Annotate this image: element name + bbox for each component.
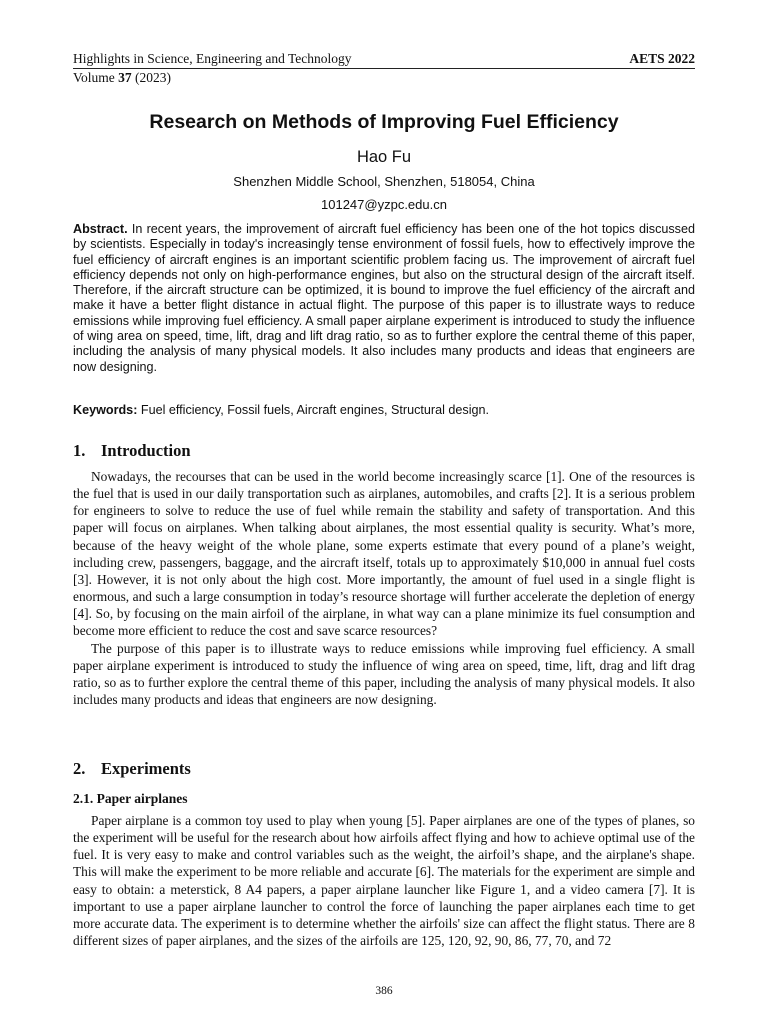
paragraph: Nowadays, the recourses that can be used in the world become increasingly scarce [1]. One of the resources is the fuel that is used in our daily transportation such as airplanes, automobiles, and crafts [2]. It is a serious problem for engineers to solve to reduce the use of fuel while remain the stability and safety of transportation. And this paper will focus on airplanes. When talking about airplanes, the most essential quality is security. What’s more, because of the heavy weight of the whole plane, some experts estimate that every pound of a plane’s weight, including crew, passengers, baggage, and the aircraft itself, totals up to approximately $10,000 in annual fuel costs [3]. However, it is not only about the high cost. More importantly, the amount of fuel used in a single flight is enormous, and such a large consumption in today’s resource shortage will further accelerate the depletion of energy [4]. So, by focusing on the main airfoil of the airplane, in what way can a plane minimize its fuel consumption and become more efficient to reduce the cost and save scarce resources?	[73, 469, 695, 639]
section-title: Experiments	[101, 759, 191, 778]
volume-year: (2023)	[131, 70, 172, 85]
paper-title: Research on Methods of Improving Fuel Efficiency	[149, 111, 619, 133]
paragraph: The purpose of this paper is to illustrate ways to reduce emissions while improving fuel efficiency. A small paper airplane experiment is introduced to study the influence of wing area on speed, time, lift, drag and lift drag ratio, so as to further explore the central theme of this paper, including the analysis of many physical models. It also includes many products and ideas that engineers are now designing.	[73, 640, 695, 708]
page-number: 386	[375, 985, 393, 997]
header-row	[73, 51, 695, 67]
keywords-label: Keywords:	[73, 403, 138, 417]
author-email: 101247@yzpc.edu.cn	[321, 197, 447, 212]
paragraph: Paper airplane is a common toy used to play when young [5]. Paper airplanes are one of the types of planes, so the experiment will be useful for the research about how airfoils affect flying and how to achieve optimal use of the fuel. It is very easy to make and control variables such as the weight, the airfoil’s shape, and the airplane's shape. This will make the experiment to be more reliable and accurate [6]. The materials for the experiment are simple and easy to obtain: a meterstick, 8 A4 papers, a paper airplane launcher like Figure 1, and a video camera [7]. It is important to use a paper airplane launcher to control the force of launching the paper airplanes each time to get more accurate data. The experiment is to determine whether the airfoils' size can affect the flight status. There are 8 different sizes of paper airplanes, and the sizes of the airfoils are 125, 120, 92, 90, 86, 77, 70, and 72	[73, 813, 695, 949]
introduction-body	[73, 468, 695, 708]
author-name: Hao Fu	[356, 148, 412, 166]
abstract-label: Abstract.	[73, 222, 128, 236]
section-heading-introduction	[73, 441, 191, 461]
affiliation: Shenzhen Middle School, Shenzhen, 518054, China	[233, 174, 535, 189]
subsection-heading-paper-airplanes: 2.1. Paper airplanes	[73, 791, 188, 806]
running-header	[73, 51, 695, 86]
abstract	[73, 222, 695, 375]
header-rule	[73, 68, 695, 69]
section-number: 2.	[73, 759, 86, 778]
keywords-text: Fuel efficiency, Fossil fuels, Aircraft engines, Structural design.	[137, 403, 490, 417]
volume-line	[73, 70, 695, 86]
section-title: Introduction	[101, 441, 191, 460]
section-number: 1.	[73, 441, 86, 460]
keywords	[73, 402, 695, 418]
abstract-text: In recent years, the improvement of aircraft fuel efficiency has been one of the hot topics discussed by scientists. Especially in today's increasingly tense environment of fossil fuels, how to effectively improve the fuel efficiency of aircraft engines is an important scientific problem facing us. The improvement of aircraft fuel efficiency depends not only on high-performance engines, but also on the structural design of the aircraft itself. Therefore, if the aircraft structure can be optimized, it is bound to improve the fuel efficiency of the aircraft and make it have a better flight distance in actual flight. The purpose of this paper is to illustrate ways to reduce emissions while improving fuel efficiency. A small paper airplane experiment is introduced to study the influence of wing area on speed, time, lift, drag and lift drag ratio, so as to further explore the central theme of this paper, including the analysis of many physical models. It also includes many products and ideas that engineers are now designing.	[73, 222, 695, 374]
experiments-body	[73, 812, 695, 949]
conference-name: AETS 2022	[629, 51, 695, 66]
section-heading-experiments	[73, 759, 191, 779]
journal-name: Highlights in Science, Engineering and Technology	[73, 51, 352, 66]
volume-number: 37	[118, 70, 132, 85]
volume-prefix: Volume	[73, 70, 119, 85]
